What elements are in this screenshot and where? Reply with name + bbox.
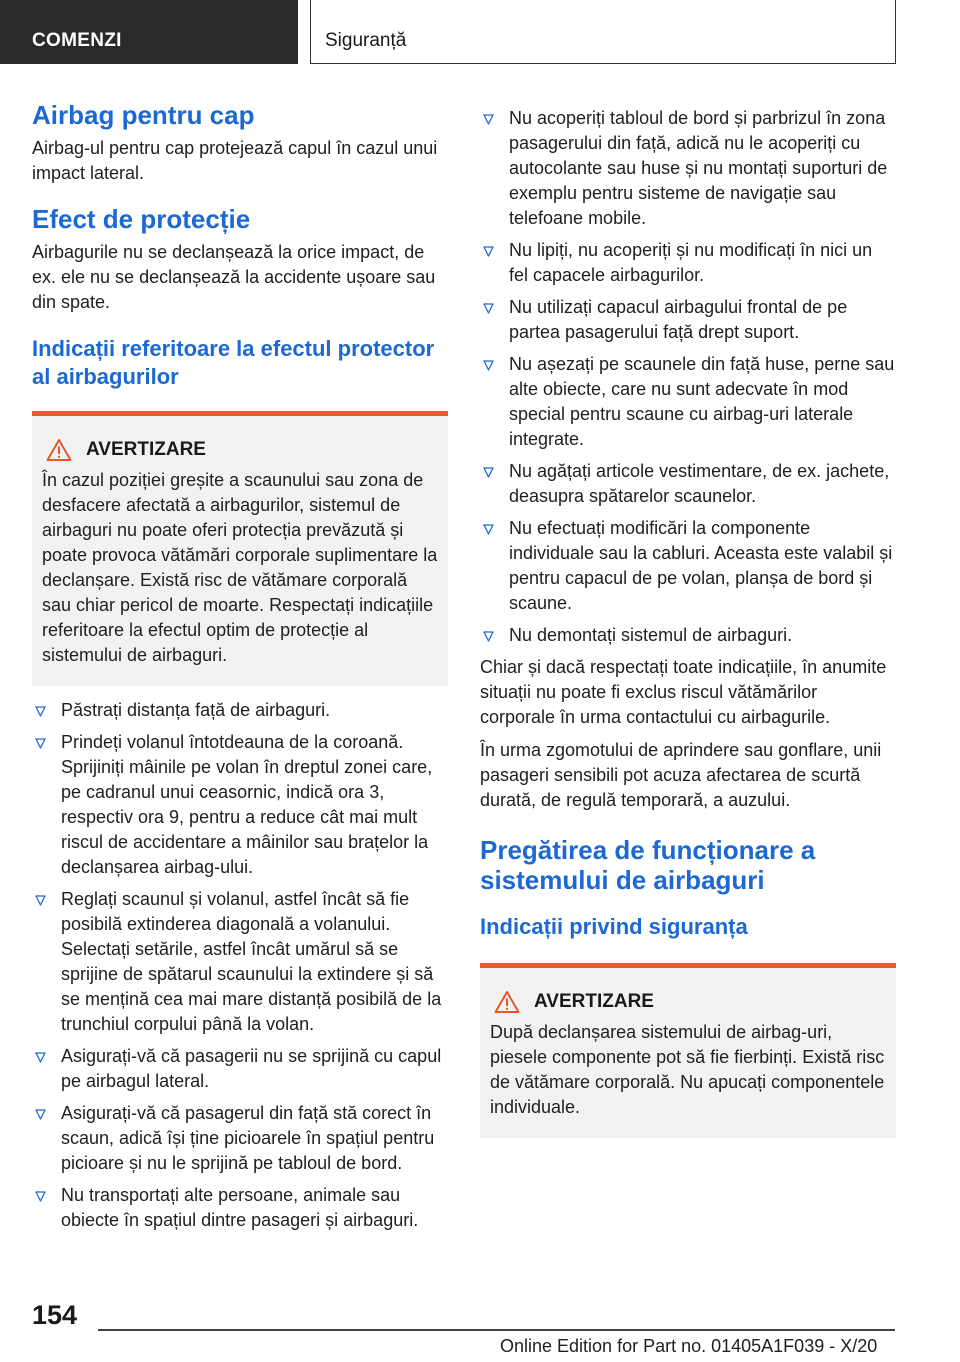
heading-indicatii-efect: Indicații referitoare la efectul protector al airbagurilor <box>32 336 435 389</box>
warning-text: După declanșarea sistemului de airbag-uri, piesele componente pot să fie fierbinți. Există risc de vătămare corporală. Nu apucați componentele individuale. <box>490 1022 885 1117</box>
list-item: Nu demontați sistemul de airbaguri. <box>480 623 896 648</box>
section-title: COMENZI <box>32 30 122 51</box>
paragraph-zgomot: În urma zgomotului de aprindere sau gonflare, unii pasageri sensibili pot acuza afectarea de scurtă durată, de regulă temporară, a auzului. <box>480 740 882 810</box>
paragraph-risc-ramas: Chiar și dacă respectați toate indicațiile, în anumite situații nu poate fi exclus riscul vătămărilor corporale în urma contactului cu airbagurile. <box>480 657 887 727</box>
heading-pregatire-functionare: Pregătirea de funcționare a sistemului de airbaguri <box>480 835 816 895</box>
bullet-triangle-icon <box>483 246 494 257</box>
bullet-triangle-icon <box>35 738 46 749</box>
bullet-triangle-icon <box>483 524 494 535</box>
bullet-triangle-icon <box>483 631 494 642</box>
list-item: Păstrați distanța față de airbaguri. <box>32 698 448 723</box>
bullet-triangle-icon <box>483 467 494 478</box>
chapter-title: Siguranță <box>325 30 407 51</box>
paragraph-airbag-cap: Airbag-ul pentru cap protejează capul în cazul unui impact lateral. <box>32 138 438 183</box>
heading-efect-protectie: Efect de protecție <box>32 204 251 234</box>
list-item: Nu așezați pe scaunele din față huse, perne sau alte obiecte, care nu sunt adecvate în mod special pentru scaune cu airbag-uri laterale integrate. <box>480 352 896 452</box>
right-column <box>480 100 896 1138</box>
footer-divider <box>98 1329 895 1331</box>
list-item: Nu acoperiți tabloul de bord și parbrizul în zona pasagerului din față, adică nu le acoperiți cu autocolante sau huse și nu montați suporturi de exemplu pentru sisteme de navigație sau telefoane mobile. <box>480 106 896 231</box>
bullet-list-right <box>480 106 896 648</box>
warning-title: AVERTIZARE <box>86 439 206 460</box>
bullet-triangle-icon <box>483 360 494 371</box>
warning-header <box>490 990 886 1014</box>
list-item: Nu utilizați capacul airbagului frontal de pe partea pasagerului față drept suport. <box>480 295 896 345</box>
heading-airbag-cap: Airbag pentru cap <box>32 100 255 130</box>
footer-edition: Online Edition for Part no. 01405A1F039 - X/20 <box>500 1336 878 1356</box>
warning-text: În cazul poziției greșite a scaunului sau zona de desfacere afectată a airbagurilor, sistemul de airbaguri nu poate oferi protecția prevăzută și poate provoca vătămări corporale suplimentare la declanșare. Există risc de vătămare corporală sau chiar pericol de moarte. Respectați indicațiile referitoare la efectul optim de protecție al sistemului de airbaguri. <box>42 470 438 665</box>
bullet-triangle-icon <box>35 1052 46 1063</box>
list-item: Prindeți volanul întotdeauna de la coroană. Sprijiniți mâinile pe volan în dreptul zonei care, pe cadranul unui ceasornic, indică ora 3, respectiv ora 9, pentru a reduce cât mai mult riscul de accidentare a mâinilor sau brațelor la declanșarea airbag-ului. <box>32 730 448 880</box>
bullet-triangle-icon <box>35 1109 46 1120</box>
bullet-triangle-icon <box>483 114 494 125</box>
bullet-triangle-icon <box>35 706 46 717</box>
warning-box <box>480 963 896 1138</box>
list-item: Asigurați-vă că pasagerul din față stă corect în scaun, adică își ține picioarele în spațiul pentru picioare și nu le sprijină pe tabloul de bord. <box>32 1101 448 1176</box>
chapter-tab <box>310 0 896 64</box>
bullet-triangle-icon <box>35 895 46 906</box>
warning-triangle-icon <box>494 990 520 1014</box>
bullet-list-left <box>32 698 448 1233</box>
list-item: Nu lipiți, nu acoperiți și nu modificați în nici un fel capacele airbagurilor. <box>480 238 896 288</box>
list-item: Asigurați-vă că pasagerii nu se sprijină cu capul pe airbagul lateral. <box>32 1044 448 1094</box>
warning-header <box>42 438 438 462</box>
list-item: Nu efectuați modificări la componente individuale sau la cabluri. Aceasta este valabil și pentru capacul de pe volan, planșa de bord și scaune. <box>480 516 896 616</box>
list-item: Reglați scaunul și volanul, astfel încât să fie posibilă extinderea diagonală a volanului. Selectați setările, astfel încât umărul să se sprijine de spătarul scaunului la extindere și să se mențină cea mai mare distanță posibilă de la trunchiul corpului până la volan. <box>32 887 448 1037</box>
warning-title: AVERTIZARE <box>534 991 654 1012</box>
page-number: 154 <box>32 1300 78 1330</box>
left-column <box>32 100 448 1240</box>
heading-indicatii-siguranta: Indicații privind siguranța <box>480 914 748 939</box>
bullet-triangle-icon <box>483 303 494 314</box>
warning-box <box>32 411 448 686</box>
bullet-triangle-icon <box>35 1191 46 1202</box>
list-item: Nu agățați articole vestimentare, de ex. jachete, deasupra spătarelor scaunelor. <box>480 459 896 509</box>
section-tab <box>0 0 298 64</box>
paragraph-efect-protectie: Airbagurile nu se declanșează la orice impact, de ex. ele nu se declanșează la accidente ușoare sau din spate. <box>32 242 436 312</box>
warning-triangle-icon <box>46 438 72 462</box>
list-item: Nu transportați alte persoane, animale sau obiecte în spațiul dintre pasageri și airbaguri. <box>32 1183 448 1233</box>
